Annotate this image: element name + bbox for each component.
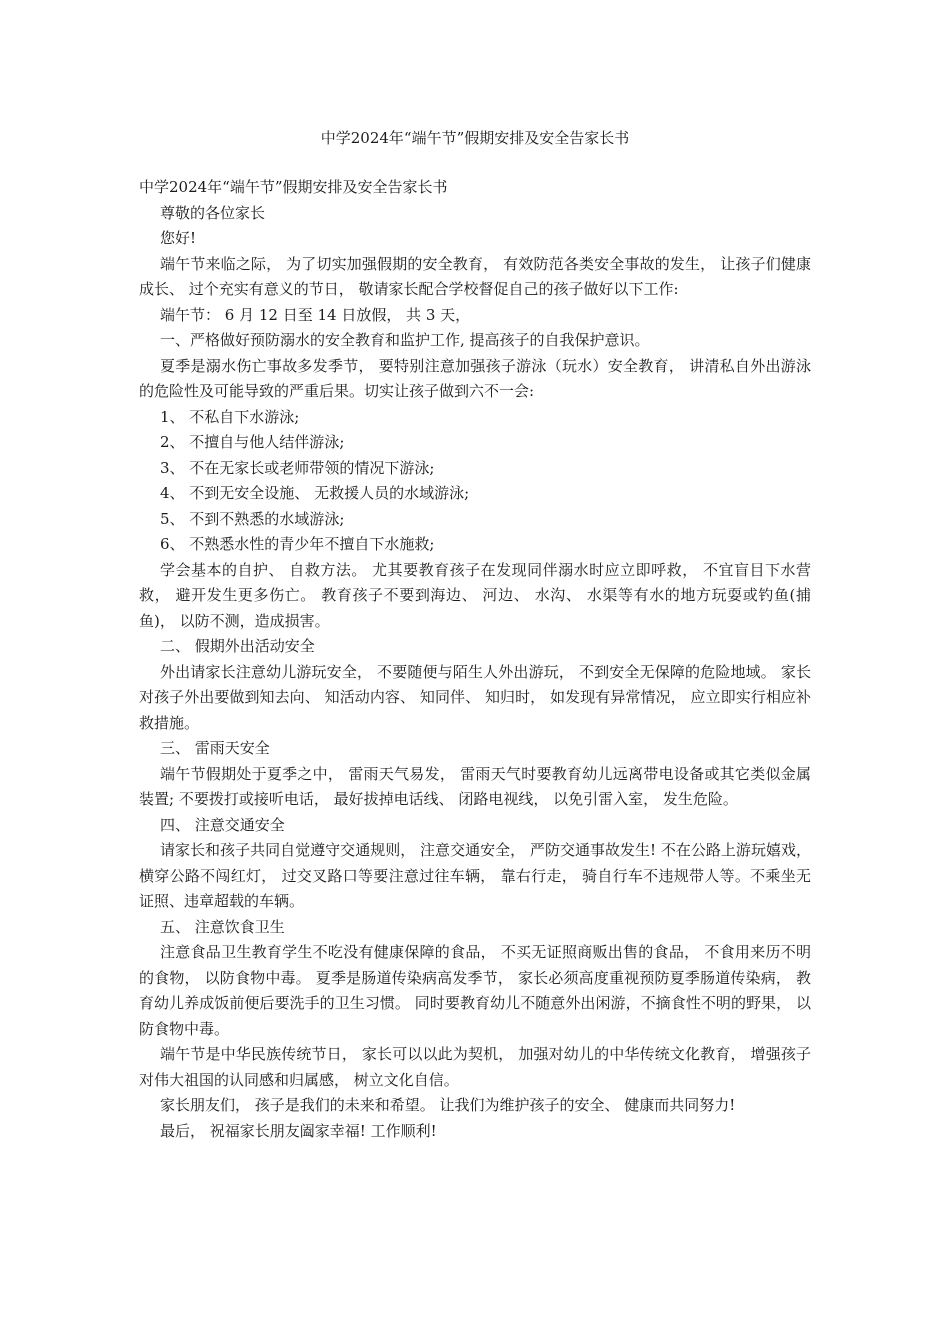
paragraph: 端午节是中华民族传统节日， 家长可以以此为契机， 加强对幼儿的中华传统文化教育， 增强孩子对伟大祖国的认同感和归属感， 树立文化自信。 [139,1045,811,1089]
paragraph: 注意食品卫生教育学生不吃没有健康保障的食品， 不买无证照商贩出售的食品， 不食用来历不明的食物， 以防食物中毒。 夏季是肠道传染病高发季节， 家长必须高度重视预防夏季肠道传染病， 教育幼儿养成饭前便后要洗手的卫生习惯。 同时要教育幼儿不随意外出闲游，不摘食性不明的野果， 以防食物中毒。 [139,943,811,1038]
paragraph: 6、 不熟悉水性的青少年不擅自下水施救; [160,535,435,553]
paragraph: 家长朋友们， 孩子是我们的未来和希望。 让我们为维护孩子的安全、 健康而共同努力! [160,1096,736,1114]
paragraph: 请家长和孩子共同自觉遵守交通规则， 注意交通安全， 严防交通事故发生! 不在公路上游玩嬉戏， 横穿公路不闯红灯， 过交叉路口等要注意过往车辆， 靠右行走， 骑自行车不违规带人等。不乘坐无证照、违章超载的车辆。 [139,841,811,910]
paragraph: 最后， 祝福家长朋友阖家幸福! 工作顺利! [160,1121,437,1140]
document-title: 中学2024年“端午节”假期安排及安全告家长书 [320,129,630,147]
paragraph: 端午节假期处于夏季之中， 雷雨天气易发， 雷雨天气时要教育幼儿远离带电设备或其它类似金属装置; 不要拨打或接听电话， 最好拔掉电话线、 闭路电视线， 以免引雷入室， 发生危险。 [139,764,811,808]
paragraph: 三、 雷雨天安全 [160,739,270,757]
paragraph: 2、 不擅自与他人结伴游泳; [160,433,345,451]
paragraph: 外出请家长注意幼儿游玩安全， 不要随便与陌生人外出游玩， 不到安全无保障的危险地域。 家长对孩子外出要做到知去向、 知活动内容、 知同伴、 知归时， 如发现有异常情况， 应立即实行相应补救措施。 [139,662,811,732]
paragraph: 四、 注意交通安全 [160,815,285,834]
paragraph: 夏季是溺水伤亡事故多发季节， 要特别注意加强孩子游泳（玩水）安全教育， 讲清私自外出游泳的危险性及可能导致的严重后果。切实让孩子做到六不一会: [139,356,811,400]
paragraph: 4、 不到无安全设施、 无救援人员的水域游泳; [160,484,470,502]
paragraph: 端午节： 6 月 12 日至 14 日放假， 共 3 天， [160,305,471,324]
paragraph: 中学2024年“端午节”假期安排及安全告家长书 [139,178,448,196]
paragraph: 1、 不私自下水游泳; [160,407,300,426]
paragraph: 5、 不到不熟悉的水域游泳; [160,509,345,528]
paragraph: 您好! [160,229,197,247]
paragraph: 五、 注意饮食卫生 [160,917,285,936]
paragraph: 端午节来临之际， 为了切实加强假期的安全教育， 有效防范各类安全事故的发生， 让孩子们健康成长、 过个充实有意义的节日， 敬请家长配合学校督促自己的孩子做好以下工作: [139,254,811,298]
paragraph: 二、 假期外出活动安全 [160,637,315,655]
paragraph: 一、严格做好预防溺水的安全教育和监护工作, 提高孩子的自我保护意识。 [160,331,650,349]
paragraph: 尊敬的各位家长 [160,203,266,222]
document-body [139,175,811,1144]
paragraph: 3、 不在无家长或老师带领的情况下游泳; [160,458,435,477]
paragraph: 学会基本的自护、 自救方法。 尤其要教育孩子在发现同伴溺水时应立即呼救， 不宜盲目下水营救， 避开发生更多伤亡。 教育孩子不要到海边、 河边、 水沟、 水渠等有水的地方玩耍或钓鱼(捕鱼)， 以防不测，造成损害。 [139,560,811,630]
